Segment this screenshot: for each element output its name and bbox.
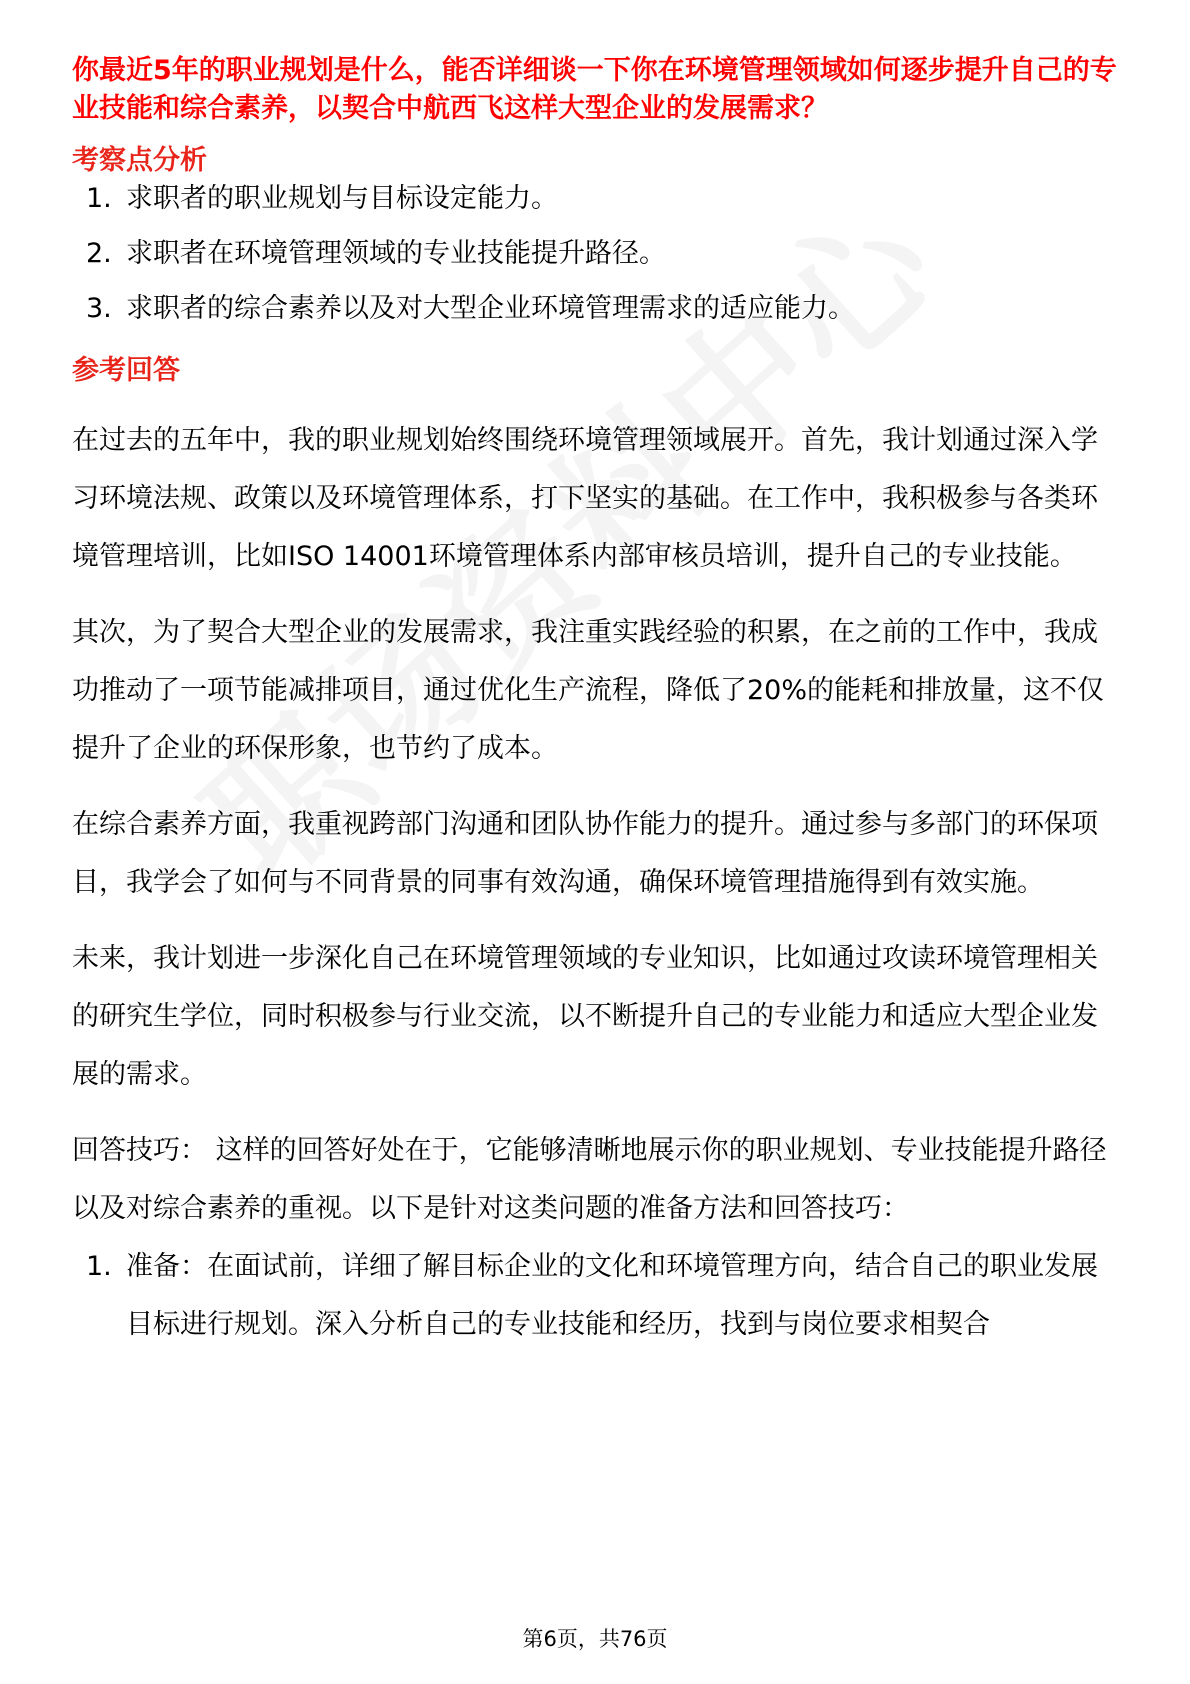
list-item-text: 准备：在面试前，详细了解目标企业的文化和环境管理方向，结合自己的职业发展目标进行规划。深入分析自己的专业技能和经历，找到与岗位要求相契合 — [126, 1251, 1098, 1340]
list-item-text: 求职者的综合素养以及对大型企业环境管理需求的适应能力。 — [126, 293, 855, 324]
tips-list — [72, 1238, 1122, 1354]
list-item — [72, 180, 1122, 218]
page-content — [72, 52, 1122, 1354]
list-item — [72, 235, 1122, 273]
list-item-text: 求职者的职业规划与目标设定能力。 — [126, 183, 558, 214]
list-item-text: 求职者在环境管理领域的专业技能提升路径。 — [126, 238, 666, 269]
list-number: 2. — [86, 238, 112, 269]
question-title: 你最近5年的职业规划是什么，能否详细谈一下你在环境管理领域如何逐步提升自己的专业技能和综合素养，以契合中航西飞这样大型企业的发展需求？ — [72, 55, 1117, 124]
answer-paragraph: 在综合素养方面，我重视跨部门沟通和团队协作能力的提升。通过参与多部门的环保项目，我学会了如何与不同背景的同事有效沟通，确保环境管理措施得到有效实施。 — [72, 809, 1098, 898]
list-item — [72, 290, 1122, 328]
list-number: 3. — [86, 293, 112, 324]
tips-intro-paragraph: 回答技巧： 这样的回答好处在于，它能够清晰地展示你的职业规划、专业技能提升路径以及对综合素养的重视。以下是针对这类问题的准备方法和回答技巧： — [72, 1135, 1107, 1224]
list-number: 1. — [86, 1251, 112, 1282]
page-footer: 第6页，共76页 — [522, 1627, 668, 1651]
answer-paragraph: 未来，我计划进一步深化自己在环境管理领域的专业知识，比如通过攻读环境管理相关的研究生学位，同时积极参与行业交流，以不断提升自己的专业能力和适应大型企业发展的需求。 — [72, 943, 1098, 1090]
list-number: 1. — [86, 183, 112, 214]
analysis-heading: 考察点分析 — [72, 145, 207, 176]
answer-paragraph: 在过去的五年中，我的职业规划始终围绕环境管理领域展开。首先，我计划通过深入学习环境法规、政策以及环境管理体系，打下坚实的基础。在工作中，我积极参与各类环境管理培训，比如ISO 14001环境管理体系内部审核员培训，提升自己的专业技能。 — [72, 425, 1098, 572]
analysis-list — [72, 180, 1122, 328]
answer-paragraph: 其次，为了契合大型企业的发展需求，我注重实践经验的积累，在之前的工作中，我成功推动了一项节能减排项目，通过优化生产流程，降低了20%的能耗和排放量，这不仅提升了企业的环保形象，也节约了成本。 — [72, 617, 1105, 764]
answer-heading: 参考回答 — [72, 355, 180, 386]
list-item — [72, 1238, 1122, 1354]
